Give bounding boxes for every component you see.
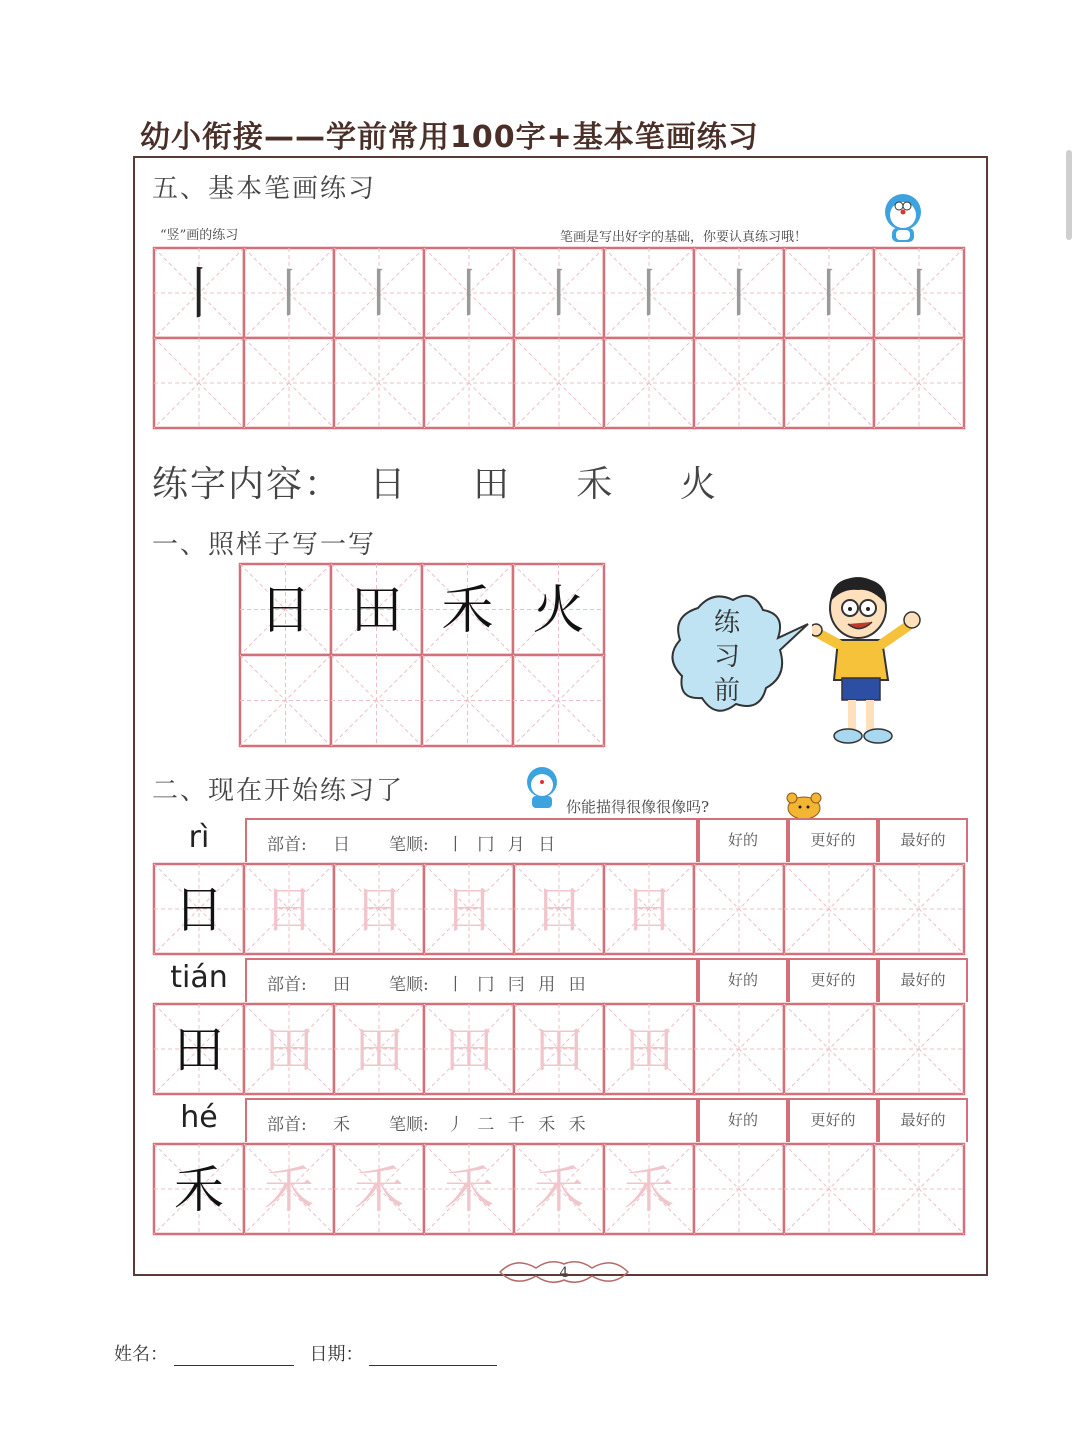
free-write-cell <box>874 1144 964 1234</box>
order-label: 笔顺: <box>389 1115 429 1135</box>
trace-char: 禾 <box>444 1161 494 1219</box>
stroke-trace: 丨 <box>532 264 586 325</box>
stroke-trace: 丨 <box>262 264 316 325</box>
rating-label: 最好的 <box>878 958 968 1002</box>
free-write-cell <box>784 864 874 954</box>
trace-char: 禾 <box>264 1161 314 1219</box>
example-grid <box>238 562 606 750</box>
model-char: 日 <box>174 881 224 939</box>
pinyin: hé <box>180 1100 218 1135</box>
stroke-order: 丨 冂 冃 用 田 <box>447 975 590 995</box>
trace-char: 田 <box>354 1021 404 1079</box>
trace-char: 日 <box>444 881 494 939</box>
example-char: 田 <box>350 581 403 642</box>
trace-char: 日 <box>624 881 674 939</box>
date-label: 日期： <box>309 1344 364 1365</box>
stroke-practice-grid <box>152 246 972 434</box>
rating-label: 更好的 <box>788 958 878 1002</box>
trace-char: 田 <box>534 1021 584 1079</box>
rating-label: 好的 <box>698 818 788 862</box>
radical-label: 部首: <box>267 1115 307 1135</box>
page-number-ornament <box>496 1252 632 1292</box>
stroke-tip: 笔画是写出好字的基础，你要认真练习哦！ <box>560 230 808 245</box>
free-write-cell <box>784 1004 874 1094</box>
practice-content-label: 练字内容： <box>152 464 343 505</box>
stroke-cell <box>154 338 244 428</box>
rating-label: 更好的 <box>788 818 878 862</box>
free-write-cell <box>694 1144 784 1234</box>
order-label: 笔顺: <box>389 835 429 855</box>
trace-char: 田 <box>264 1021 314 1079</box>
example-char: 火 <box>532 581 585 642</box>
date-field[interactable] <box>369 1347 497 1366</box>
stroke-trace: 丨 <box>442 264 496 325</box>
rating-label: 好的 <box>698 958 788 1002</box>
footer <box>114 1340 497 1366</box>
radical: 田 <box>333 975 350 995</box>
stroke-cell <box>514 338 604 428</box>
example-char: 禾 <box>441 581 494 642</box>
stroke-cell <box>784 338 874 428</box>
free-write-cell <box>874 1004 964 1094</box>
scrollbar[interactable] <box>1066 150 1072 240</box>
pinyin: tián <box>170 960 228 995</box>
rating-label: 最好的 <box>878 818 968 862</box>
stroke-info <box>245 818 698 862</box>
stroke-trace: 丨 <box>352 264 406 325</box>
free-write-cell <box>694 1004 784 1094</box>
bear-icon <box>780 790 828 820</box>
doraemon-small-icon <box>522 766 562 810</box>
radical: 日 <box>333 835 350 855</box>
cartoon-boy-illustration <box>812 574 930 750</box>
trace-char: 田 <box>444 1021 494 1079</box>
bubble-text <box>712 606 742 708</box>
stroke-section-heading: 五、基本笔画练习 <box>152 174 377 204</box>
stroke-trace: 丨 <box>802 264 856 325</box>
stroke-example: 丨 <box>171 262 227 328</box>
radical: 禾 <box>333 1115 350 1135</box>
trace-char: 禾 <box>534 1161 584 1219</box>
trace-char: 日 <box>354 881 404 939</box>
name-label: 姓名： <box>114 1344 168 1365</box>
stroke-trace: 丨 <box>712 264 766 325</box>
model-char: 禾 <box>174 1161 224 1219</box>
stroke-cell <box>874 338 964 428</box>
bubble-char-1: 练 <box>713 608 740 638</box>
rating-label: 更好的 <box>788 1098 878 1142</box>
pinyin: rì <box>188 820 210 855</box>
practice-char-2: 田 <box>472 464 511 505</box>
example-char: 日 <box>259 581 312 642</box>
section-two-heading: 二、现在开始练习了 <box>152 776 405 806</box>
bubble-char-3: 前 <box>713 676 740 706</box>
practice-char-4: 火 <box>679 464 718 505</box>
page-number: 4 <box>559 1265 569 1281</box>
doraemon-icon <box>880 192 926 244</box>
free-write-cell <box>694 864 784 954</box>
free-write-cell <box>874 864 964 954</box>
rating-label: 最好的 <box>878 1098 968 1142</box>
document-title: 幼小衔接——学前常用100字+基本笔画练习 <box>140 120 759 155</box>
example-cell <box>240 655 331 746</box>
stroke-cell <box>244 338 334 428</box>
practice-content-line <box>152 456 718 507</box>
trace-char: 日 <box>264 881 314 939</box>
trace-char: 田 <box>624 1021 674 1079</box>
speech-bubble <box>668 588 816 724</box>
order-label: 笔顺: <box>389 975 429 995</box>
stroke-info <box>245 1098 698 1142</box>
example-cell <box>422 655 513 746</box>
trace-char: 禾 <box>354 1161 404 1219</box>
stroke-cell <box>424 338 514 428</box>
stroke-order: 丨 冂 月 日 <box>447 835 560 855</box>
trace-char: 禾 <box>624 1161 674 1219</box>
rating-label: 好的 <box>698 1098 788 1142</box>
model-char: 田 <box>174 1021 224 1079</box>
practice-char-1: 日 <box>369 464 408 505</box>
stroke-trace: 丨 <box>622 264 676 325</box>
tracing-row-grid <box>152 1142 972 1238</box>
tracing-row-grid <box>152 1002 972 1098</box>
stroke-info <box>245 958 698 1002</box>
name-field[interactable] <box>174 1347 294 1366</box>
section-two-prompt: 你能描得很像很像吗? <box>566 798 710 816</box>
stroke-cell <box>694 338 784 428</box>
free-write-cell <box>784 1144 874 1234</box>
practice-char-3: 禾 <box>576 464 615 505</box>
stroke-cell <box>334 338 424 428</box>
stroke-cell <box>604 338 694 428</box>
example-cell <box>331 655 422 746</box>
stroke-label: “竖”画的练习 <box>160 228 239 243</box>
radical-label: 部首: <box>267 835 307 855</box>
stroke-order: 丿 二 千 禾 禾 <box>447 1115 590 1135</box>
bubble-char-2: 习 <box>713 642 740 672</box>
radical-label: 部首: <box>267 975 307 995</box>
tracing-row-grid <box>152 862 972 958</box>
example-cell <box>513 655 604 746</box>
section-one-heading: 一、照样子写一写 <box>152 530 377 560</box>
trace-char: 日 <box>534 881 584 939</box>
stroke-trace: 丨 <box>892 264 946 325</box>
